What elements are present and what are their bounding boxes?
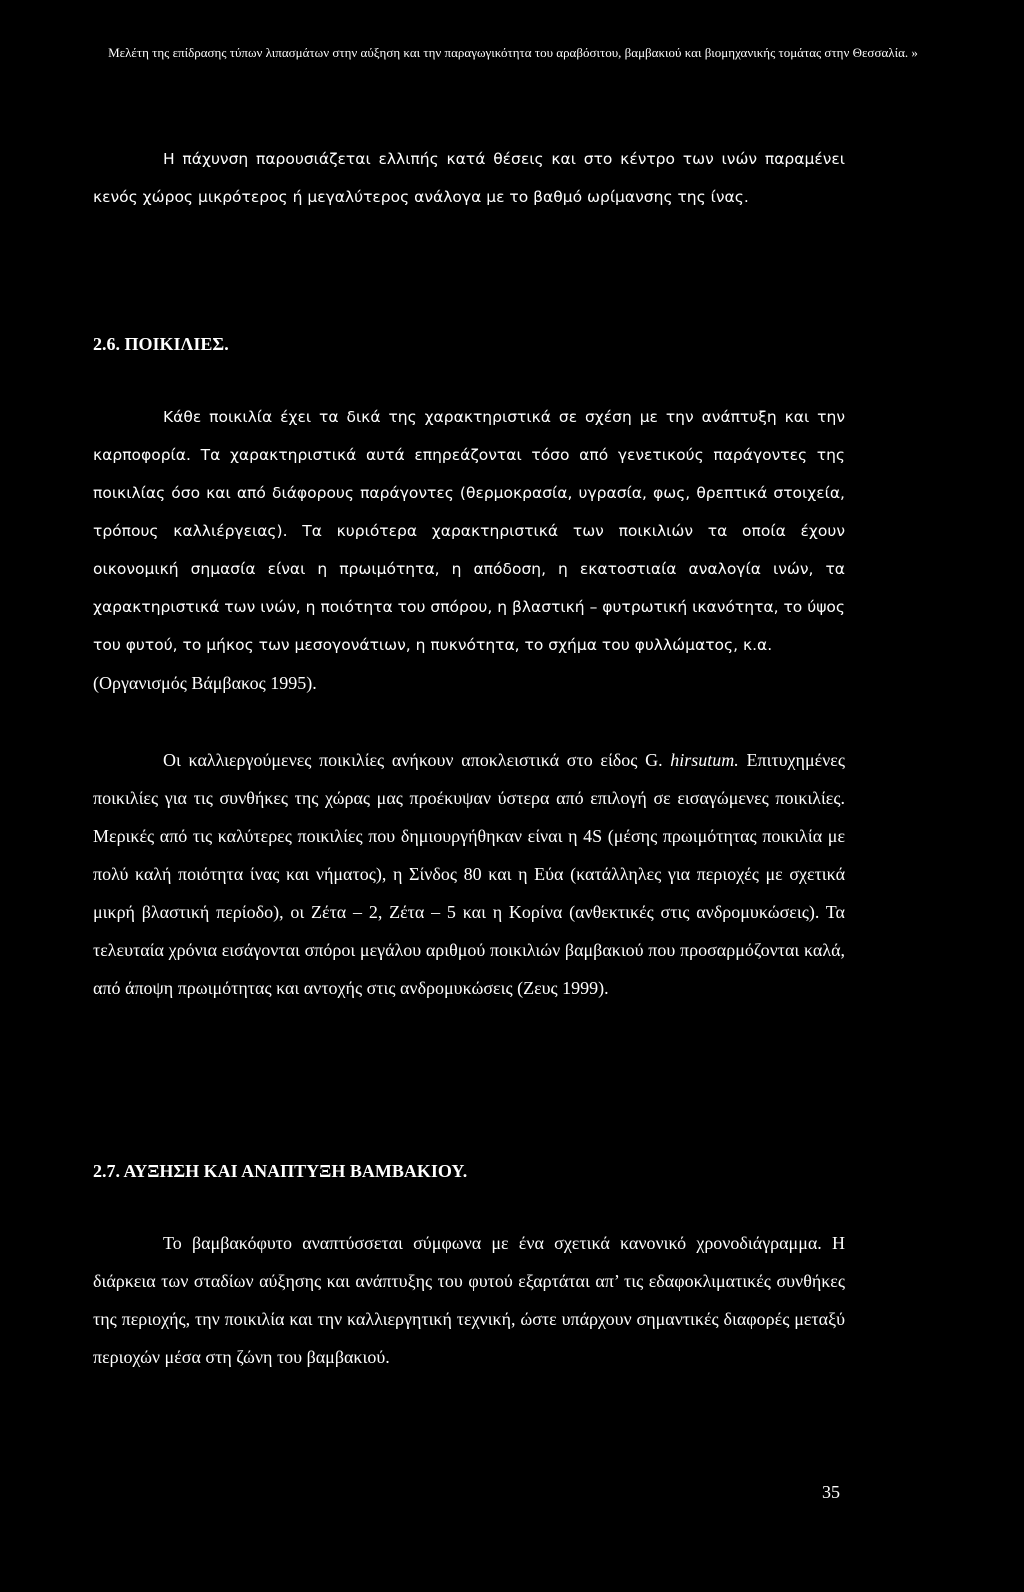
varieties-paragraph-2	[93, 741, 845, 1007]
page-number: 35	[822, 1482, 840, 1502]
growth-paragraph: Το βαμβακόφυτο αναπτύσσεται σύμφωνα με ένα σχετικά κανονικό χρονοδιάγραμμα. Η διάρκεια των σταδίων αύξησης και ανάπτυξης του φυτού εξαρτάται απ’ τις εδαφοκλιματικές συνθήκες της περιοχής, την ποικιλία και την καλλιεργητική τεχνική, ώστε υπάρχουν σημαντικές διαφορές μεταξύ περιοχών μέσα στη ζώνη του βαμβακιού.	[93, 1233, 845, 1367]
section-heading-varieties: 2.6. ΠΟΙΚΙΛΙΕΣ.	[93, 334, 229, 354]
paragraph-2-rest: Επιτυχημένες ποικιλίες για τις συνθήκες της χώρας μας προέκυψαν ύστερα από επιλογή σε εισαγώμενες ποικιλίες. Μερικές από τις καλύτερες ποικιλίες που δημιουργήθηκαν είναι η 4S (μέσης πρωιμότητας ποικιλία με πολύ καλή ποιότητα ίνας και νήματος), η Σίνδος 80 και η Εύα (κατάλληλες για περιοχές με σχετικά μικρή βλαστική περίοδο), οι Ζέτα – 2, Ζέτα – 5 και η Κορίνα (ανθεκτικές στις ανδρομυκώσεις). Τα τελευταία χρόνια εισάγονται σπόροι μεγάλου αριθμού ποικιλιών βαμβακιού που προσαρμόζονται καλά, από άποψη πρωιμότητας και αντοχής στις ανδρομυκώσεις (Ζευς 1999).	[93, 750, 845, 998]
species-name: hirsutum.	[670, 750, 739, 770]
varieties-paragraph-1	[93, 398, 845, 702]
running-header: Μελέτη της επίδρασης τύπων λιπασμάτων στην αύξηση και την παραγωγικότητα του αραβόσιτου, βαμβακιού και βιομηχανικής τομάτας στην Θεσσαλία. »	[108, 45, 918, 60]
paragraph-2-start: Οι καλλιεργούμενες ποικιλίες ανήκουν αποκλειστικά στο είδος G.	[163, 750, 663, 770]
varieties-paragraph-1-body: Κάθε ποικιλία έχει τα δικά της χαρακτηριστικά σε σχέση με την ανάπτυξη και την καρποφορία. Τα χαρακτηριστικά αυτά επηρεάζονται τόσο από γενετικούς παράγοντες της ποικιλίας όσο και από διάφορους παράγοντες (θερμοκρασία, υγρασία, φως, θρεπτικά στοιχεία, τρόπους καλλιέργειας). Τα κυριότερα χαρακτηριστικά των ποικιλιών τα οποία έχουν οικονομική σημασία είναι η πρωιμότητα, η απόδοση, η εκατοστιαία αναλογία ινών, τα χαρακτηριστικά των ινών, η ποιότητα του σπόρου, η βλαστική – φυτρωτική ικανότητα, το ύψος του φυτού, το μήκος των μεσογονάτιων, η πυκνότητα, το σχήμα του φυλλώματος, κ.α.	[93, 408, 845, 654]
section-heading-growth: 2.7. ΑΥΞΗΣΗ ΚΑΙ ΑΝΑΠΤΥΞΗ ΒΑΜΒΑΚΙΟΥ.	[93, 1161, 468, 1181]
intro-paragraph: Η πάχυνση παρουσιάζεται ελλιπής κατά θέσεις και στο κέντρο των ινών παραμένει κενός χώρος μικρότερος ή μεγαλύτερος ανάλογα με το βαθμό ωρίμανσης της ίνας.	[93, 150, 845, 206]
varieties-citation: (Οργανισμός Βάμβακος 1995).	[93, 673, 317, 693]
